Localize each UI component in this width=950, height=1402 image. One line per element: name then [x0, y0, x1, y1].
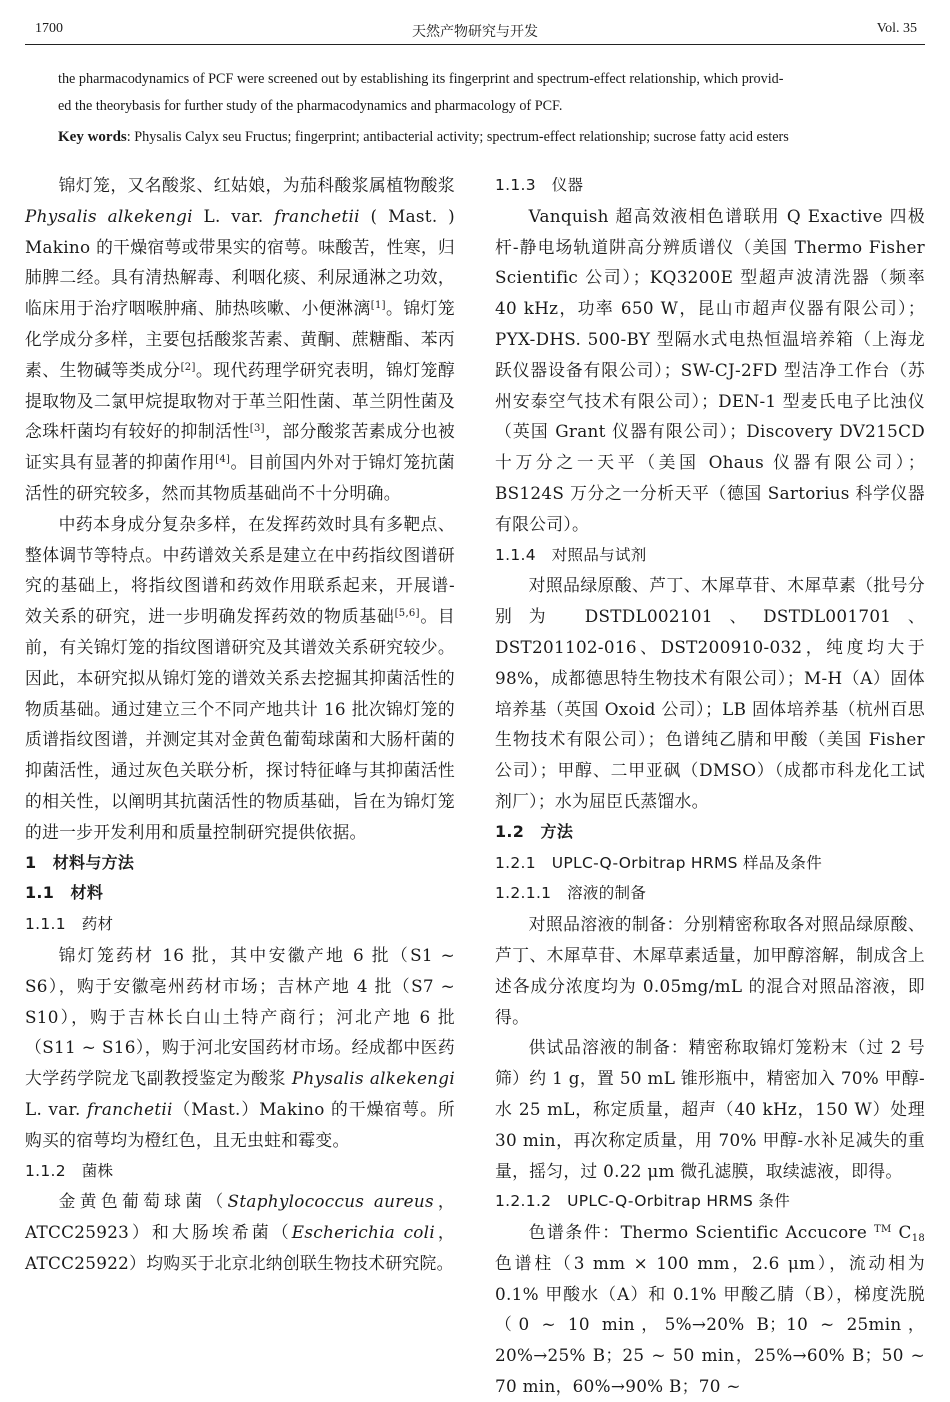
journal-title: 天然产物研究与开发 — [412, 24, 538, 40]
reagents-paragraph: 对照品绿原酸、芦丁、木犀草苷、木犀草素（批号分别为 DSTDL002101、DSTDL001701、DST201102-016、DST200910-032，纯度均大于 98%，成都德思特生物技术有限公司）；M-H（A）固体培养基（英国 Oxoid 公司）；LB 固体培养基（杭州百思生物技术有限公司）；色谱纯乙腈和甲酸（美国 Fisher 公司）；甲醇、二甲亚砜（DMSO）（成都市科龙化工试剂厂）；水为屈臣氏蒸馏水。 — [495, 575, 925, 811]
section-heading-1-1: 1.1 材料 — [25, 883, 104, 903]
section-heading-1-2-1: 1.2.1 UPLC-Q-Orbitrap HRMS 样品及条件 — [495, 853, 823, 872]
section-heading-1: 1 材料与方法 — [25, 852, 135, 872]
section-heading-1-2: 1.2 方法 — [495, 821, 574, 841]
abstract-line-1: the pharmacodynamics of PCF were screened out by establishing its fingerprint and spectrum-effect relationship, which provid- — [58, 71, 784, 87]
citation: [4] — [215, 454, 231, 466]
section-heading-1-1-4: 1.1.4 对照品与试剂 — [495, 545, 647, 564]
section-heading-1-1-2: 1.1.2 菌株 — [25, 1161, 114, 1180]
instruments-paragraph: Vanquish 超高效液相色谱联用 Q Exactive 四极杆-静电场轨道阱高分辨质谱仪（美国 Thermo Fisher Scientific 公司）；KQ3200E 型超声波清洗器（频率 40 kHz，功率 650 W，昆山市超声仪器有限公司）；PYX-DHS. 500-BY 型隔水式电热恒温培养箱（上海龙跃仪器设备有限公司）；SW-CJ-2FD 型洁净工作台（苏州安泰空气技术有限公司）；DEN-1 型麦氏电子比浊仪（英国 Grant 仪器有限公司）；Discovery DV215CD 十万分之一天平（美国 Ohaus 仪器有限公司）；BS124S 万分之一分析天平（德国 Sartorius 科学仪器有限公司）。 — [495, 205, 925, 534]
citation: [2] — [180, 361, 196, 373]
keywords-label: Key words — [58, 129, 127, 145]
abstract-line-2: ed the theorybasis for further study of the pharmacodynamics and pharmacology of PCF. — [58, 98, 563, 114]
keywords-line: Key words: Physalis Calyx seu Fructus; fingerprint; antibacterial activity; spectrum-effect relationship; sucrose fatty acid esters — [58, 129, 789, 145]
abstract-block — [58, 66, 898, 151]
running-header — [25, 18, 925, 45]
left-column — [25, 170, 455, 1279]
chromatography-paragraph: 色谱条件：Thermo Scientific Accucore ™ $C_{18}$ 色谱柱（3 mm × 100 mm，2.6 μm），流动相为 0.1% 甲酸水（A）和 0.1% 甲酸乙腈（B），梯度洗脱（0 ~ 10 min，5%→20% B；10 ~ 25min，20%→25% B；25 ~ 50 min，25%→60% B；50 ~ 70 min，60%→90% B；70 ~ — [495, 1222, 926, 1397]
strains-paragraph: 金黄色葡萄球菌（Staphylococcus aureus，ATCC25923）和大肠埃希菌（Escherichia coli，ATCC25922）均购买于北京北纳创联生物技术研究院。 — [25, 1191, 455, 1273]
keywords-text: Physalis Calyx seu Fructus; fingerprint; antibacterial activity; spectrum-effect relationship; sucrose fatty acid esters — [134, 129, 789, 145]
sample-solution-paragraph: 供试品溶液的制备：精密称取锦灯笼粉末（过 2 号筛）约 1 g，置 50 mL 锥形瓶中，精密加入 70% 甲醇-水 25 mL，称定质量，超声（40 kHz，150 W）处理 30 min，再次称定质量，用 70% 甲醇-水补足减失的重量，摇匀，过 0.22 μm 微孔滤膜，取续滤液，即得。 — [495, 1037, 925, 1181]
intro-paragraph-1: 锦灯笼，又名酸浆、红姑娘，为茄科酸浆属植物酸浆 Physalis alkekengi L. var. franchetii ( Mast. ) Makino 的干燥宿萼或带果实的宿萼。味酸苦，性寒，归肺脾二经。具有清热解毒、利咽化痰、利尿通淋之功效，临床用于治疗咽喉肿痛、肺热咳嗽、小便淋漓[1]。锦灯笼化学成分多样，主要包括酸浆苦素、黄酮、蔗糖酯、苯丙素、生物碱等类成分[2]。现代药理学研究表明，锦灯笼醇提取物及二氯甲烷提取物对于革兰阳性菌、革兰阴性菌及念珠杆菌均有较好的抑制活性[3]，部分酸浆苦素成分也被证实具有显著的抑菌作用[4]。目前国内外对于锦灯笼抗菌活性的研究较多，然而其物质基础尚不十分明确。 — [25, 175, 456, 503]
section-heading-1-2-1-1: 1.2.1.1 溶液的制备 — [495, 884, 647, 903]
right-column — [495, 170, 925, 1402]
page-number: 1700 — [35, 21, 63, 36]
section-heading-1-1-1: 1.1.1 药材 — [25, 915, 114, 934]
volume-label: Vol. 35 — [876, 21, 917, 36]
reference-solution-paragraph: 对照品溶液的制备：分别精密称取各对照品绿原酸、芦丁、木犀草苷、木犀草素适量，加甲醇溶解，制成含上述各成分浓度均为 0.05mg/mL 的混合对照品溶液，即得。 — [495, 914, 925, 1027]
citation: [1] — [370, 300, 386, 312]
section-heading-1-2-1-2: 1.2.1.2 UPLC-Q-Orbitrap HRMS 条件 — [495, 1192, 790, 1211]
citation: [5,6] — [394, 608, 420, 620]
citation: [3] — [249, 423, 265, 435]
section-heading-1-1-3: 1.1.3 仪器 — [495, 176, 584, 194]
materials-paragraph: 锦灯笼药材 16 批，其中安徽产地 6 批（S1 ~ S6），购于安徽亳州药材市场；吉林产地 4 批（S7 ~ S10），购于吉林长白山土特产商行；河北产地 6 批（S11 ~ S16），购于河北安国药材市场。经成都中医药大学药学院龙飞副教授鉴定为酸浆 Physalis alkekengi L. var. franchetii（Mast.）Makino 的干燥宿萼。所购买的宿萼均为橙红色，且无虫蛀和霉变。 — [25, 944, 456, 1150]
intro-paragraph-2: 中药本身成分复杂多样，在发挥药效时具有多靶点、整体调节等特点。中药谱效关系是建立在中药指纹图谱研究的基础上，将指纹图谱和药效作用联系起来，开展谱-效关系的研究，进一步明确发挥药效的物质基础[5,6]。目前，有关锦灯笼的指纹图谱研究及其谱效关系研究较少。因此，本研究拟从锦灯笼的谱效关系去挖掘其抑菌活性的物质基础。通过建立三个不同产地共计 16 批次锦灯笼的质谱指纹图谱，并测定其对金黄色葡萄球菌和大肠杆菌的抑菌活性，通过灰色关联分析，探讨特征峰与其抑菌活性的相关性，以阐明其抗菌活性的物质基础，旨在为锦灯笼的进一步开发利用和质量控制研究提供依据。 — [25, 513, 455, 842]
